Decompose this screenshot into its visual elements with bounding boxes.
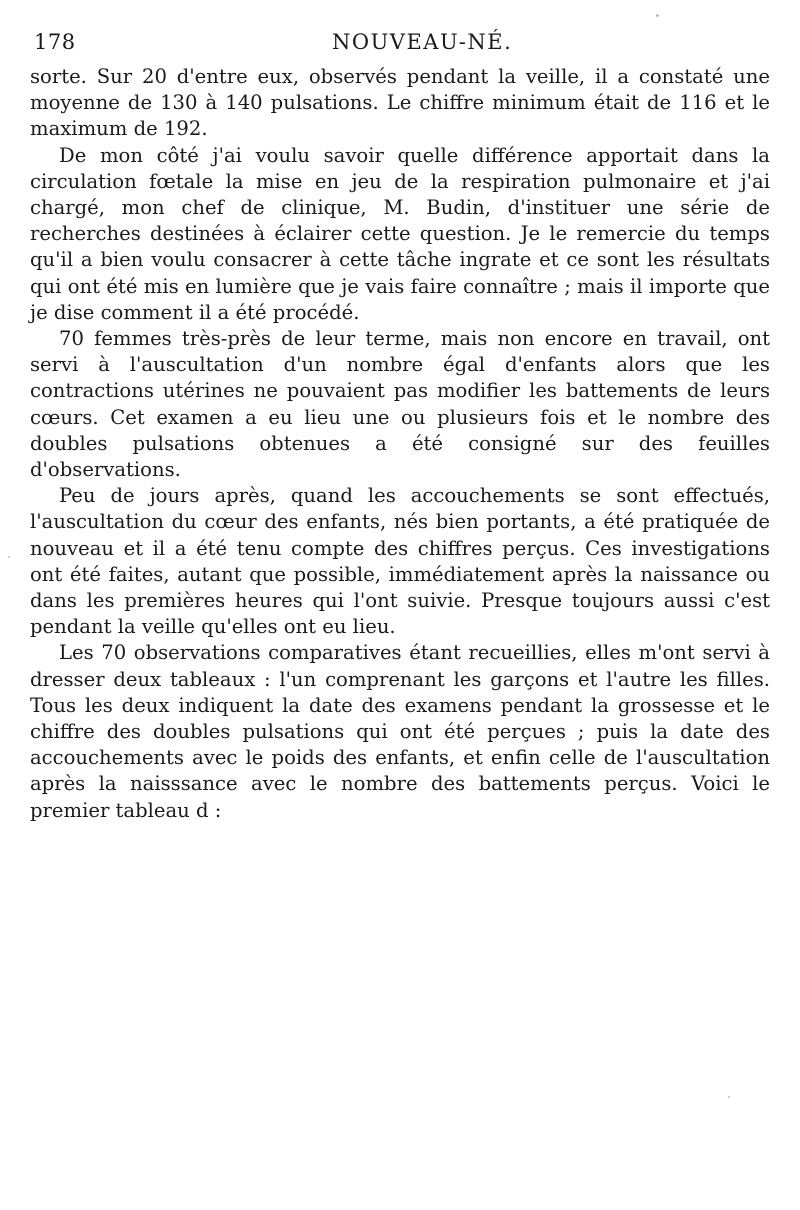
page-number: 178 — [34, 30, 76, 54]
running-title: NOUVEAU-NÉ. — [332, 30, 513, 54]
running-head — [30, 18, 770, 64]
paragraph: De mon côté j'ai voulu savoir quelle différence apportait dans la circulation fœtale la mise en jeu de la respiration pulmonaire et j'ai chargé, mon chef de clinique, M. Budin, d'instituer une série de recherches destinées à éclairer cette question. Je le remercie du temps qu'il a bien voulu consacrer à cette tâche ingrate et ce sont les résultats qui ont été mis en lumière que je vais faire connaître ; mais il importe que je dise comment il a été procédé. — [30, 143, 770, 324]
book-page — [30, 18, 770, 824]
scan-speck — [8, 556, 10, 558]
paragraph: 70 femmes très-près de leur terme, mais non encore en travail, ont servi à l'auscultation d'un nombre égal d'enfants alors que les contractions utérines ne pouvaient pas modifier les battements de leurs cœurs. Cet examen a eu lieu une ou plusieurs fois et le nombre des doubles pulsations obtenues a été consigné sur des feuilles d'observations. — [30, 327, 770, 482]
scan-speck — [656, 14, 659, 17]
paragraph: Les 70 observations comparatives étant recueillies, elles m'ont servi à dresser deux tableaux : l'un comprenant les garçons et l'autre les filles. Tous les deux indiquent la date des examens pendant la grossesse et le chiffre des doubles pulsations qui ont été perçues ; puis la date des accouchements avec le poids des enfants, et enfin celle de l'auscultation après la naisssance avec le nombre des battements perçus. Voici le premier tableau d : — [30, 641, 770, 822]
paragraph: sorte. Sur 20 d'entre eux, observés pendant la veille, il a constaté une moyenne de 130 à 140 pulsations. Le chiffre minimum était de 116 et le maximum de 192. — [30, 65, 770, 141]
scan-speck — [728, 1096, 730, 1098]
body-text — [30, 64, 770, 824]
paragraph: Peu de jours après, quand les accouchements se sont effectués, l'auscultation du cœur des enfants, nés bien portants, a été pratiquée de nouveau et il a été tenu compte des chiffres perçus. Ces investigations ont été faites, autant que possible, immédiatement après la naissance ou dans les premières heures qui l'ont suivie. Presque toujours aussi c'est pendant la veille qu'elles ont eu lieu. — [30, 484, 770, 639]
